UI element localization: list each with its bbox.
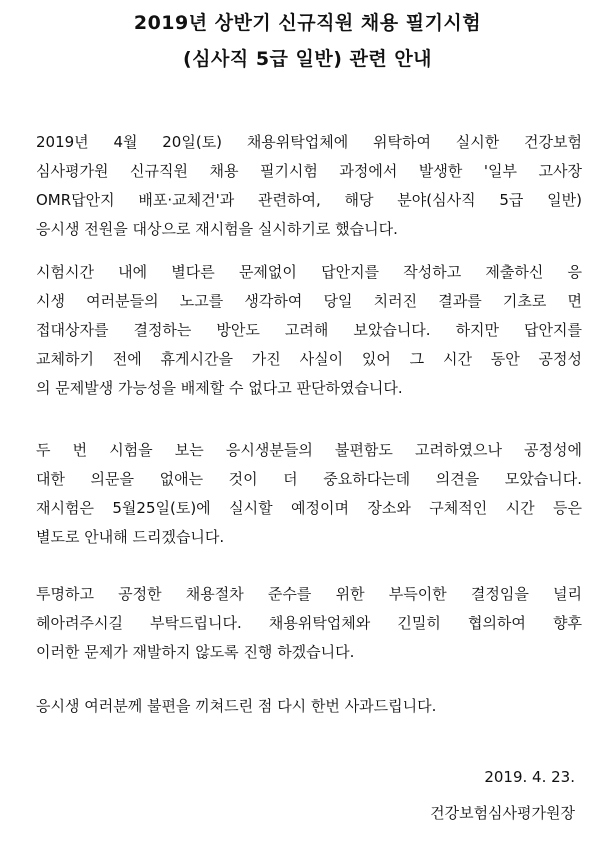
paragraph-line: 재시험은 5월25일(토)에 실시할 예정이며 장소와 구체적인 시간 등은 [36,499,582,517]
paragraph-line: 헤아려주시길 부탁드립니다. 채용위탁업체와 긴밀히 협의하여 향후 [36,614,582,632]
paragraph-line: 시생 여러분들의 노고를 생각하여 당일 치러진 결과를 기초로 면 [36,292,582,310]
notice-date: 2019. 4. 23. [484,768,575,786]
paragraph-5 [36,692,582,721]
paragraph-line: OMR답안지 배포·교체건'과 관련하여, 해당 분야(심사직 5급 일반) [36,191,582,209]
paragraph-line: 두 번 시험을 보는 응시생분들의 불편함도 고려하였으나 공정성에 [36,441,582,459]
paragraph-line: 2019년 4월 20일(토) 채용위탁업체에 위탁하여 실시한 건강보험 [36,133,582,151]
paragraph-line: 별도로 안내해 드리겠습니다. [36,528,225,546]
paragraph-1 [36,128,582,244]
paragraph-2 [36,258,582,403]
paragraph-4 [36,580,582,667]
paragraph-3 [36,436,582,552]
paragraph-line: 응시생 전원을 대상으로 재시험을 실시하기로 했습니다. [36,220,398,238]
issuer-signature: 건강보험심사평가원장 [430,804,575,822]
paragraph-line: 대한 의문을 없애는 것이 더 중요하다는데 의견을 모았습니다. [36,470,582,488]
paragraph-line: 심사평가원 신규직원 채용 필기시험 과정에서 발생한 '일부 고사장 [36,162,582,180]
paragraph-line: 의 문제발생 가능성을 배제할 수 없다고 판단하였습니다. [36,379,403,397]
paragraph-line: 이러한 문제가 재발하지 않도록 진행 하겠습니다. [36,643,355,661]
paragraph-line: 응시생 여러분께 불편을 끼쳐드린 점 다시 한번 사과드립니다. [36,697,437,715]
notice-title-line1: 2019년 상반기 신규직원 채용 필기시험 [133,12,482,34]
notice-title-line2: (심사직 5급 일반) 관련 안내 [182,48,433,70]
paragraph-line: 교체하기 전에 휴게시간을 가진 사실이 있어 그 시간 동안 공정성 [36,350,582,368]
paragraph-line: 투명하고 공정한 채용절차 준수를 위한 부득이한 결정임을 널리 [36,585,582,603]
paragraph-line: 접대상자를 결정하는 방안도 고려해 보았습니다. 하지만 답안지를 [36,321,582,339]
paragraph-line: 시험시간 내에 별다른 문제없이 답안지를 작성하고 제출하신 응 [36,263,582,281]
